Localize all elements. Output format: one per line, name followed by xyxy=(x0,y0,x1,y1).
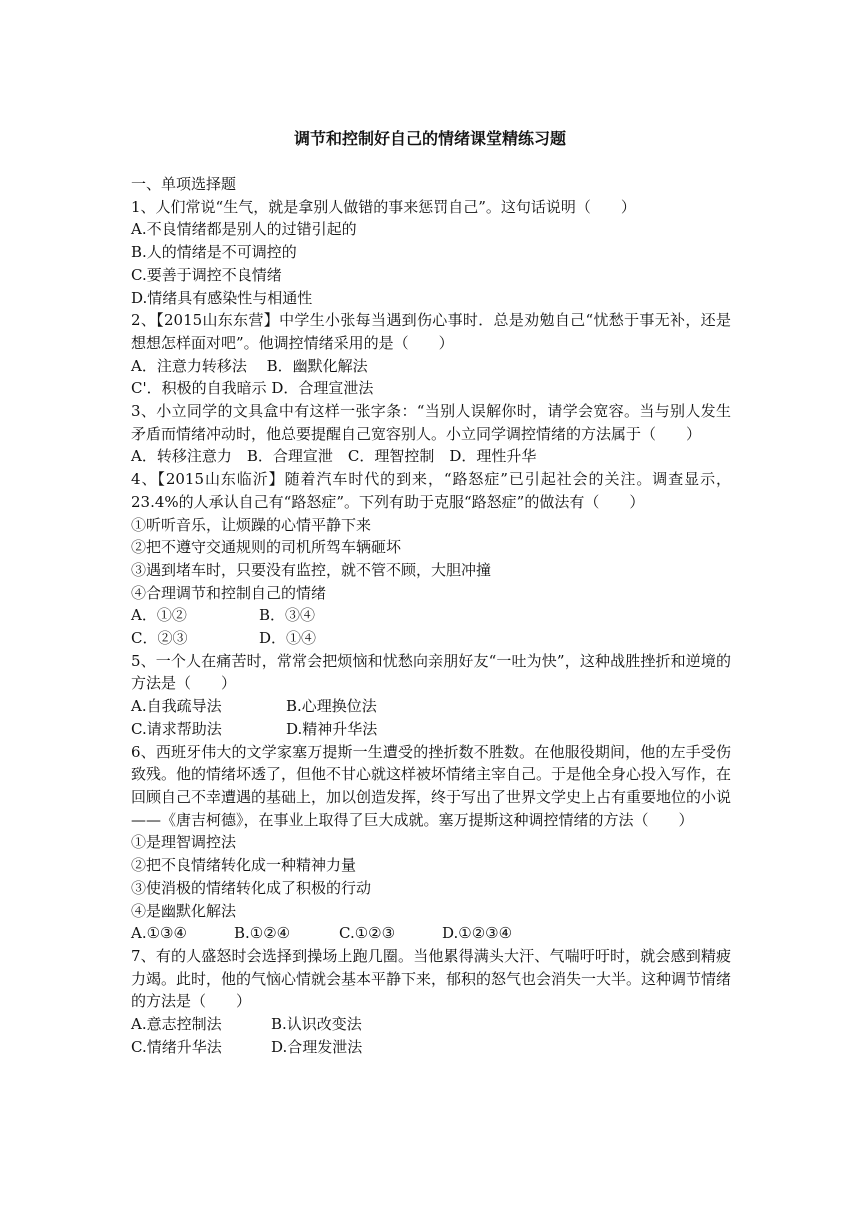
question-7-option-b: B.认识改变法 xyxy=(271,1015,362,1034)
question-6-option-c: C.①②③ xyxy=(339,924,396,943)
question-1-stem: 1、人们常说“生气，就是拿别人做错的事来惩罚自己”。这句话说明（ ） xyxy=(131,197,636,216)
question-4-options-row-2 xyxy=(131,627,731,650)
question-1-option-d: D.情绪具有感染性与相通性 xyxy=(131,288,313,307)
question-4-item-3: ③遇到堵车时，只要没有监控，就不管不顾，大胆冲撞 xyxy=(131,560,492,579)
question-4-option-b: B．③④ xyxy=(259,606,316,625)
question-6-option-a: A.①③④ xyxy=(131,924,187,943)
section-heading: 一、单项选择题 xyxy=(131,175,237,193)
question-5-option-c: C.请求帮助法 xyxy=(131,719,222,738)
question-6-item-3: ③使消极的情绪转化成了积极的行动 xyxy=(131,878,372,897)
question-4-stem: 4、【2015山东临沂】随着汽车时代的到来，“路怒症”已引起社会的关注。调查显示，23.4%的人承认自己有“路怒症”。下列有助于克服“路怒症”的做法有（ ） xyxy=(131,470,731,511)
question-2-options-ab: A．注意力转移法 B．幽默化解法 xyxy=(131,356,368,375)
question-2-stem: 2、【2015山东东营】中学生小张每当遇到伤心事时．总是劝勉自己“忧愁于事无补，还是想想怎样面对吧”。他调控情绪采用的是（ ） xyxy=(131,311,731,352)
question-5-option-d: D.精神升华法 xyxy=(286,719,378,738)
question-6-option-d: D.①②③④ xyxy=(442,924,513,943)
question-6-item-4: ④是幽默化解法 xyxy=(131,901,237,920)
question-6-item-2: ②把不良情绪转化成一种精神力量 xyxy=(131,856,357,875)
question-4-option-d: D．①④ xyxy=(259,629,317,648)
question-6-stem: 6、西班牙伟大的文学家塞万提斯一生遭受的挫折数不胜数。在他服役期间，他的左手受伤致残。他的情绪坏透了，但他不甘心就这样被坏情绪主宰自己。于是他全身心投入写作，在回顾自己不幸遭遇的基础上，加以创造发挥，终于写出了世界文学史上占有重要地位的小说——《唐吉柯德》，在事业上取得了巨大成就。塞万提斯这种调控情绪的方法（ ） xyxy=(131,742,732,829)
question-4-item-4: ④合理调节和控制自己的情绪 xyxy=(131,583,327,602)
question-4-item-1: ①听听音乐，让烦躁的心情平静下来 xyxy=(131,515,372,534)
question-5-option-a: A.自我疏导法 xyxy=(131,697,222,716)
question-5-stem: 5、一个人在痛苦时，常常会把烦恼和忧愁向亲朋好友“一吐为快”，这种战胜挫折和逆境的方法是（ ） xyxy=(131,651,731,693)
question-2-options-cd: C'．积极的自我暗示 D．合理宣泄法 xyxy=(131,379,374,398)
question-1-option-b: B.人的情绪是不可调控的 xyxy=(131,243,297,262)
question-4-item-2: ②把不遵守交通规则的司机所驾车辆砸坏 xyxy=(131,538,402,557)
question-7-options-row-1 xyxy=(131,1013,731,1036)
question-5-option-b: B.心理换位法 xyxy=(286,697,377,716)
question-5-options-row-1 xyxy=(131,695,731,718)
question-list xyxy=(131,173,731,1058)
question-7-option-c: C.情绪升华法 xyxy=(131,1037,222,1056)
question-1-option-c: C.要善于调控不良情绪 xyxy=(131,265,282,284)
question-3-stem: 3、小立同学的文具盒中有这样一张字条：“当别人误解你时，请学会宽容。当与别人发生矛盾而情绪冲动时，他总要提醒自己宽容别人。小立同学调控情绪的方法属于（ ） xyxy=(131,402,731,443)
question-4-options-row-1 xyxy=(131,604,731,627)
question-1-option-a: A.不良情绪都是别人的过错引起的 xyxy=(131,220,357,239)
question-7-option-a: A.意志控制法 xyxy=(131,1015,222,1034)
question-5-options-row-2 xyxy=(131,718,731,741)
question-7-options-row-2 xyxy=(131,1036,731,1059)
question-6-options-row xyxy=(131,922,731,945)
document-title: 调节和控制好自己的情绪课堂精练习题 xyxy=(293,129,566,148)
question-4-option-c: C．②③ xyxy=(131,629,188,648)
question-6-option-b: B.①②④ xyxy=(234,924,291,943)
question-7-option-d: D.合理发泄法 xyxy=(271,1037,363,1056)
question-4-option-a: A．①② xyxy=(131,606,187,625)
question-6-item-1: ①是理智调控法 xyxy=(131,833,237,852)
question-3-options: A．转移注意力 B．合理宣泄 C．理智控制 D．理性升华 xyxy=(131,447,537,466)
question-7-stem: 7、有的人盛怒时会选择到操场上跑几圈。当他累得满头大汗、气喘吁吁时，就会感到精疲力竭。此时，他的气恼心情就会基本平静下来，郁积的怒气也会消失一大半。这种调节情绪的方法是（ ） xyxy=(131,946,732,1011)
